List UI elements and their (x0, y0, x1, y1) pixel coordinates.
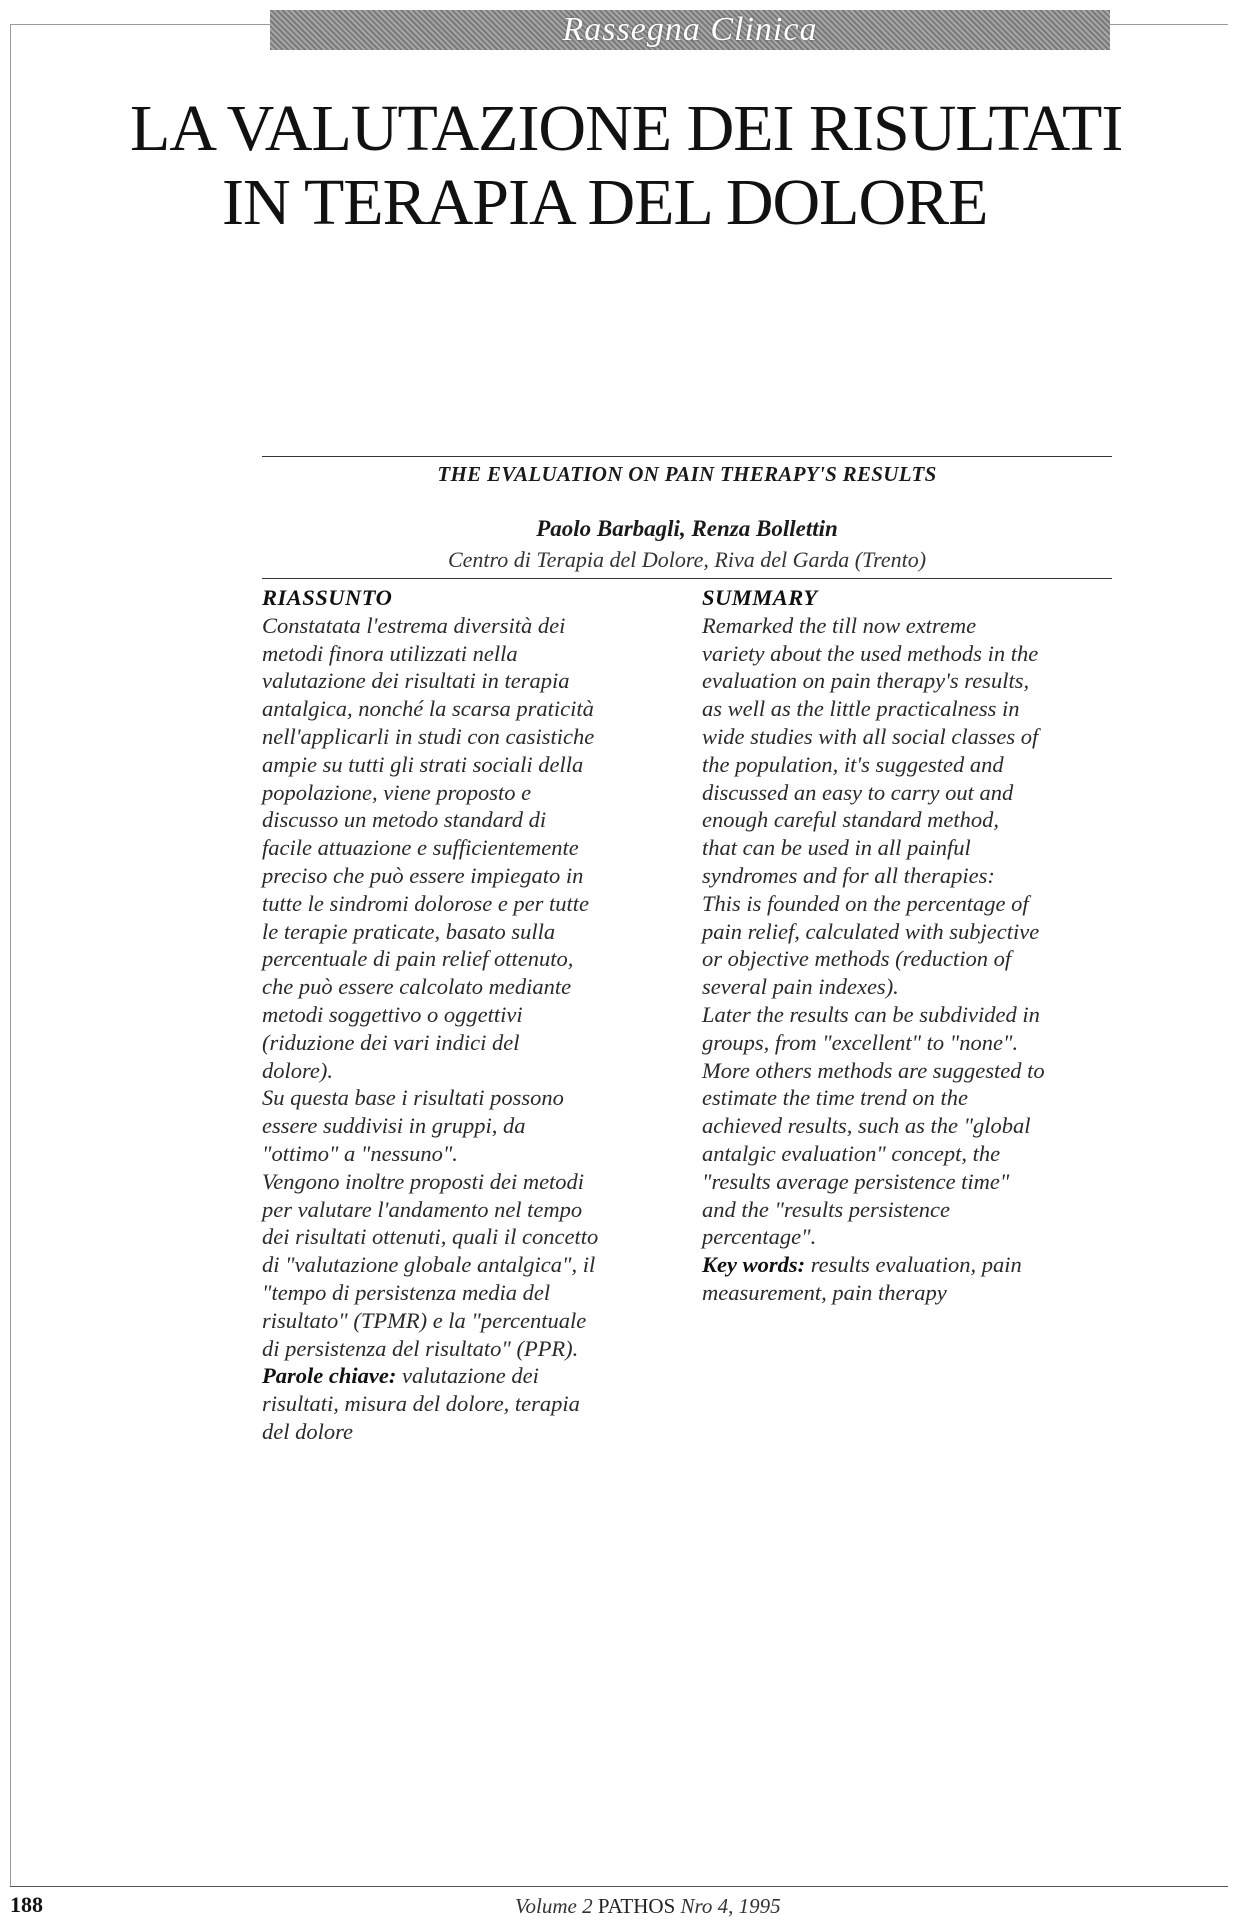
footer-rule (10, 1886, 1228, 1887)
abstract-line: di persistenza del risultato" (PPR). (262, 1335, 579, 1361)
footer-volume: Volume 2 (515, 1894, 593, 1918)
abstract-line: metodi soggettivo o oggettivi (262, 1001, 523, 1027)
abstract-line: percentuale di pain relief ottenuto, (262, 946, 574, 972)
abstract-line: achieved results, such as the "global (702, 1113, 1031, 1139)
abstract-line: Constatata l'estrema diversità dei (262, 612, 566, 638)
abstract-line: as well as the little practicalness in (702, 696, 1020, 722)
abstract-line: estimate the time trend on the (702, 1085, 968, 1111)
abstract-line: metodi finora utilizzati nella (262, 640, 518, 666)
article-title-line-2: IN TERAPIA DEL DOLORE (222, 166, 988, 239)
abstract-line: evaluation on pain therapy's results, (702, 668, 1030, 694)
abstract-line: percentage". (702, 1224, 817, 1250)
abstract-line: per valutare l'andamento nel tempo (262, 1196, 583, 1222)
abstract-line: valutazione dei risultati in terapia (262, 668, 570, 694)
divider-top (262, 456, 1112, 457)
abstract-line: dei risultati ottenuti, quali il concetto (262, 1224, 599, 1250)
abstract-line: More others methods are suggested to (702, 1057, 1045, 1083)
abstract-line: "tempo di persistenza media del (262, 1279, 551, 1305)
riassunto-column (262, 584, 682, 1446)
page-frame-top-right (1110, 24, 1228, 25)
abstract-line: Vengono inoltre proposti dei metodi (262, 1168, 585, 1194)
summary-column (702, 584, 1112, 1307)
abstract-line: several pain indexes). (702, 974, 899, 1000)
page-frame-top (10, 24, 270, 25)
abstract-line: ampie su tutti gli strati sociali della (262, 751, 584, 777)
summary-keywords-first: results evaluation, pain (805, 1252, 1022, 1278)
riassunto-keywords-label: Parole chiave: (262, 1363, 397, 1389)
divider-bottom (262, 578, 1112, 579)
abstract-line: Later the results can be subdivided in (702, 1001, 1040, 1027)
summary-keywords (702, 1251, 1112, 1279)
abstract-line: pain relief, calculated with subjective (702, 918, 1040, 944)
abstract-line: "results average persistence time" (702, 1168, 1010, 1194)
section-banner-label: Rassegna Clinica (562, 11, 818, 48)
footer-issue: Nro 4, 1995 (680, 1894, 781, 1918)
abstract-line: discussed an easy to carry out and (702, 779, 1014, 805)
section-banner (270, 10, 1110, 50)
summary-heading: SUMMARY (702, 585, 818, 610)
summary-keywords-label: Key words: (702, 1252, 806, 1278)
summary-body (702, 612, 1112, 1251)
abstract-line: groups, from "excellent" to "none". (702, 1029, 1019, 1055)
riassunto-heading: RIASSUNTO (262, 585, 393, 610)
english-title: THE EVALUATION ON PAIN THERAPY'S RESULTS (437, 462, 937, 486)
abstract-line: and the "results persistence (702, 1196, 950, 1222)
authors: Paolo Barbagli, Renza Bollettin (536, 516, 838, 541)
abstract-line: antalgica, nonché la scarsa praticità (262, 696, 594, 722)
riassunto-body (262, 612, 682, 1363)
journal-footer (515, 1894, 781, 1919)
page-frame-left (10, 24, 11, 1886)
abstract-line: dolore). (262, 1057, 334, 1083)
page-number: 188 (10, 1892, 43, 1917)
abstract-line: popolazione, viene proposto e (262, 779, 532, 805)
summary-keywords-line: measurement, pain therapy (702, 1279, 947, 1305)
article-title-line-1: LA VALUTAZIONE DEI RISULTATI (130, 92, 1123, 165)
abstract-line: discusso un metodo standard di (262, 807, 547, 833)
abstract-line: that can be used in all painful (702, 835, 971, 861)
article-title (130, 92, 1230, 240)
abstract-line: preciso che può essere impiegato in (262, 862, 584, 888)
abstract-line: the population, it's suggested and (702, 751, 1004, 777)
abstract-line: che può essere calcolato mediante (262, 974, 572, 1000)
riassunto-keywords (262, 1362, 682, 1390)
abstract-line: tutte le sindromi dolorose e per tutte (262, 890, 590, 916)
abstract-line: nell'applicarli in studi con casistiche (262, 723, 595, 749)
abstract-line: facile attuazione e sufficientemente (262, 835, 579, 861)
footer-magazine: PATHOS (597, 1894, 676, 1918)
abstract-line: or objective methods (reduction of (702, 946, 1012, 972)
abstract-line: risultato" (TPMR) e la "percentuale (262, 1307, 587, 1333)
abstract-line: enough careful standard method, (702, 807, 1000, 833)
abstract-line: Su questa base i risultati possono (262, 1085, 564, 1111)
abstract-line: (riduzione dei vari indici del (262, 1029, 520, 1055)
abstract-line: variety about the used methods in the (702, 640, 1039, 666)
abstract-line: essere suddivisi in gruppi, da (262, 1113, 526, 1139)
abstract-line: This is founded on the percentage of (702, 890, 1029, 916)
abstract-line: le terapie praticate, basato sulla (262, 918, 556, 944)
riassunto-keywords-line: del dolore (262, 1418, 354, 1444)
riassunto-keywords-first: valutazione dei (396, 1363, 539, 1389)
riassunto-keywords-line: risultati, misura del dolore, terapia (262, 1391, 580, 1417)
abstract-line: "ottimo" a "nessuno". (262, 1140, 458, 1166)
abstract-line: wide studies with all social classes of (702, 723, 1039, 749)
affiliation: Centro di Terapia del Dolore, Riva del Garda (Trento) (447, 547, 927, 572)
abstract-line: di "valutazione globale antalgica", il (262, 1252, 596, 1278)
abstract-line: antalgic evaluation" concept, the (702, 1140, 1001, 1166)
abstract-line: Remarked the till now extreme (702, 612, 977, 638)
abstract-line: syndromes and for all therapies: (702, 862, 995, 888)
